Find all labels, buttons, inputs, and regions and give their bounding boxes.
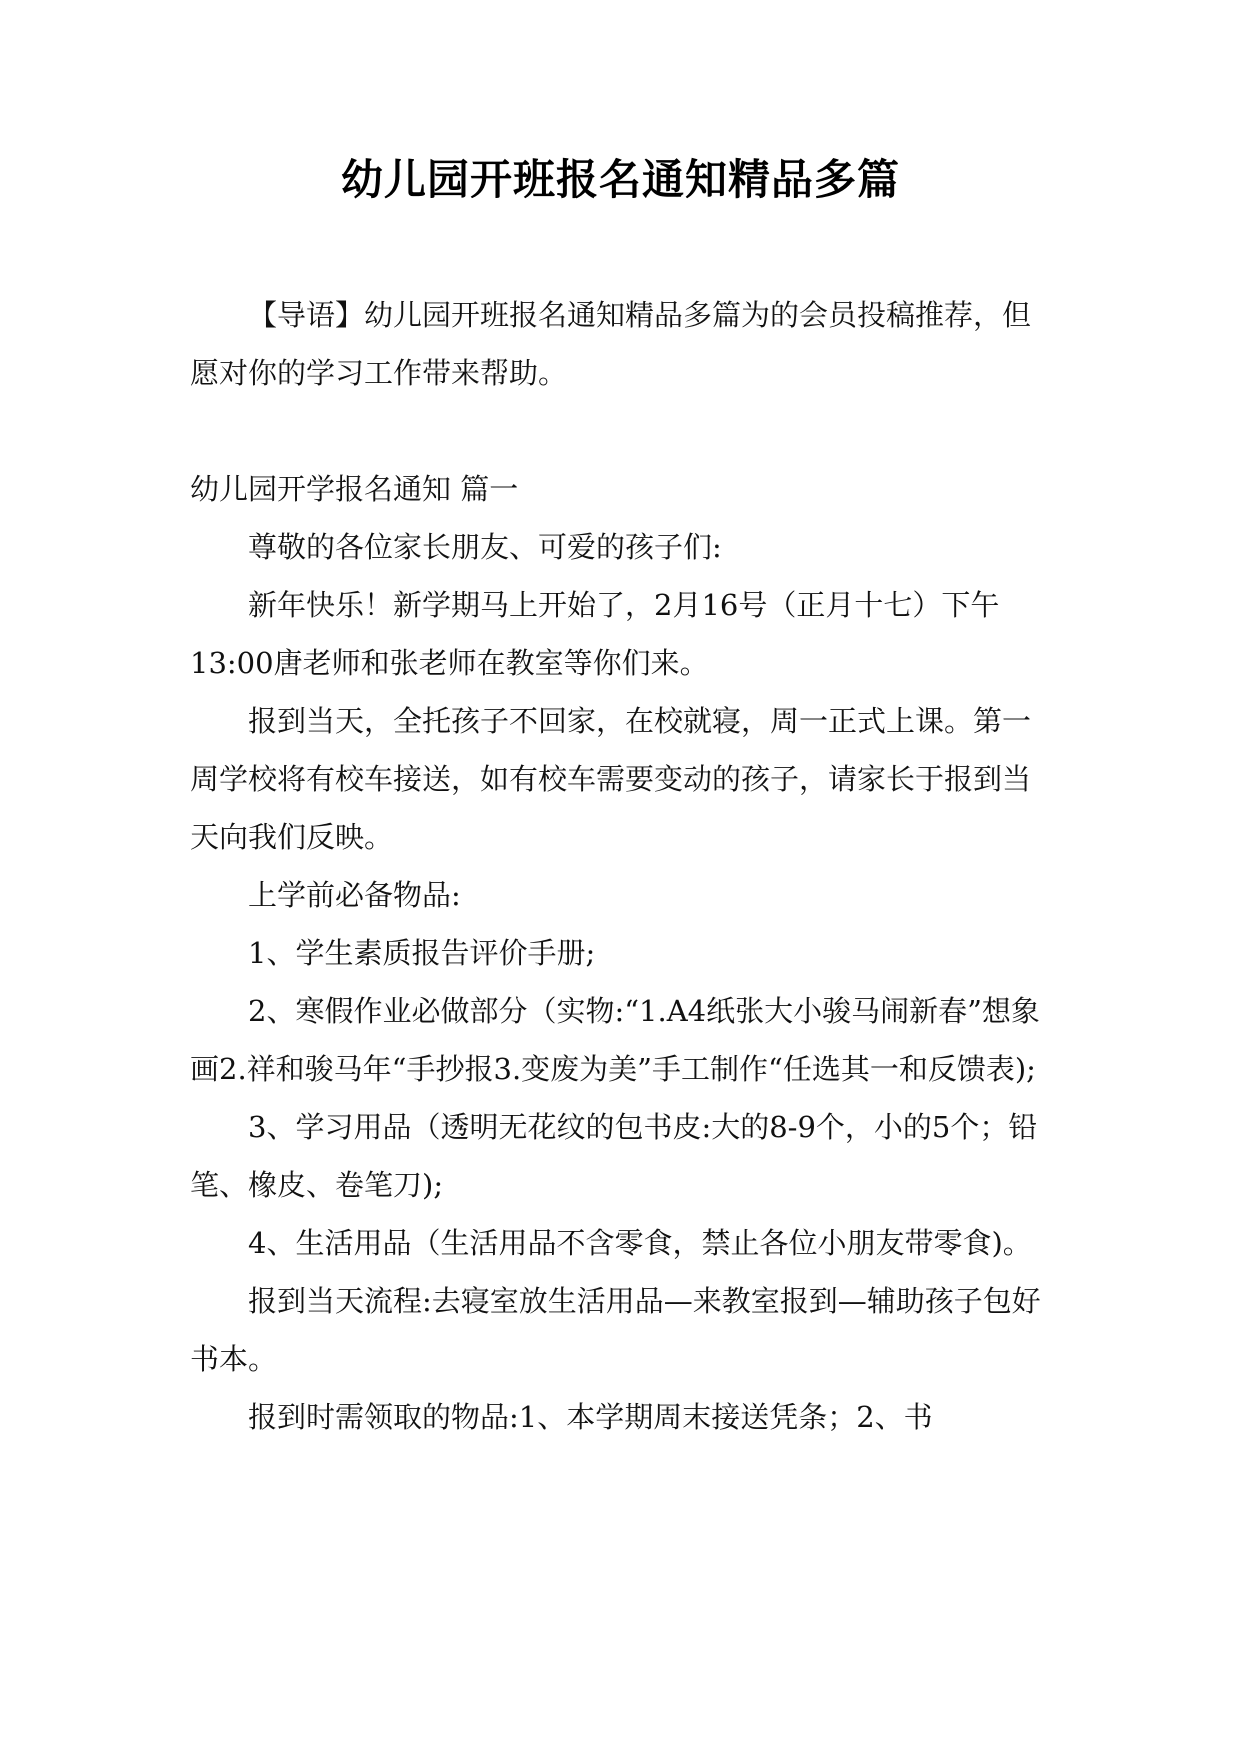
paragraph: 报到时需领取的物品:1、本学期周末接送凭条；2、书: [248, 1400, 933, 1434]
list-item: 2、寒假作业必做部分（实物:“1.A4纸张大小骏马闹新春”想象画2.祥和骏马年“手抄报3.变废为美”手工制作“任选其一和反馈表);: [190, 994, 1040, 1086]
paragraph: 上学前必备物品:: [248, 878, 461, 912]
intro-paragraph: 【导语】幼儿园开班报名通知精品多篇为的会员投稿推荐，但愿对你的学习工作带来帮助。: [190, 298, 1032, 390]
paragraph: 尊敬的各位家长朋友、可爱的孩子们:: [248, 530, 722, 564]
paragraph: 报到当天，全托孩子不回家，在校就寝，周一正式上课。第一周学校将有校车接送，如有校车需要变动的孩子，请家长于报到当天向我们反映。: [190, 704, 1032, 854]
section-heading: 幼儿园开学报名通知 篇一: [190, 472, 519, 506]
paragraph: 报到当天流程:去寝室放生活用品—来教室报到—辅助孩子包好书本。: [190, 1284, 1041, 1376]
section-block: [190, 460, 1050, 1446]
list-item: 4、生活用品（生活用品不含零食，禁止各位小朋友带零食)。: [248, 1226, 1032, 1260]
list-item: 3、学习用品（透明无花纹的包书皮:大的8-9个，小的5个；铅笔、橡皮、卷笔刀);: [190, 1110, 1038, 1202]
intro-block: [190, 286, 1050, 402]
paragraph: 新年快乐！新学期马上开始了，2月16号（正月十七）下午13:00唐老师和张老师在教室等你们来。: [190, 588, 1000, 680]
list-item: 1、学生素质报告评价手册;: [248, 936, 596, 970]
document-title: 幼儿园开班报名通知精品多篇: [340, 155, 900, 204]
